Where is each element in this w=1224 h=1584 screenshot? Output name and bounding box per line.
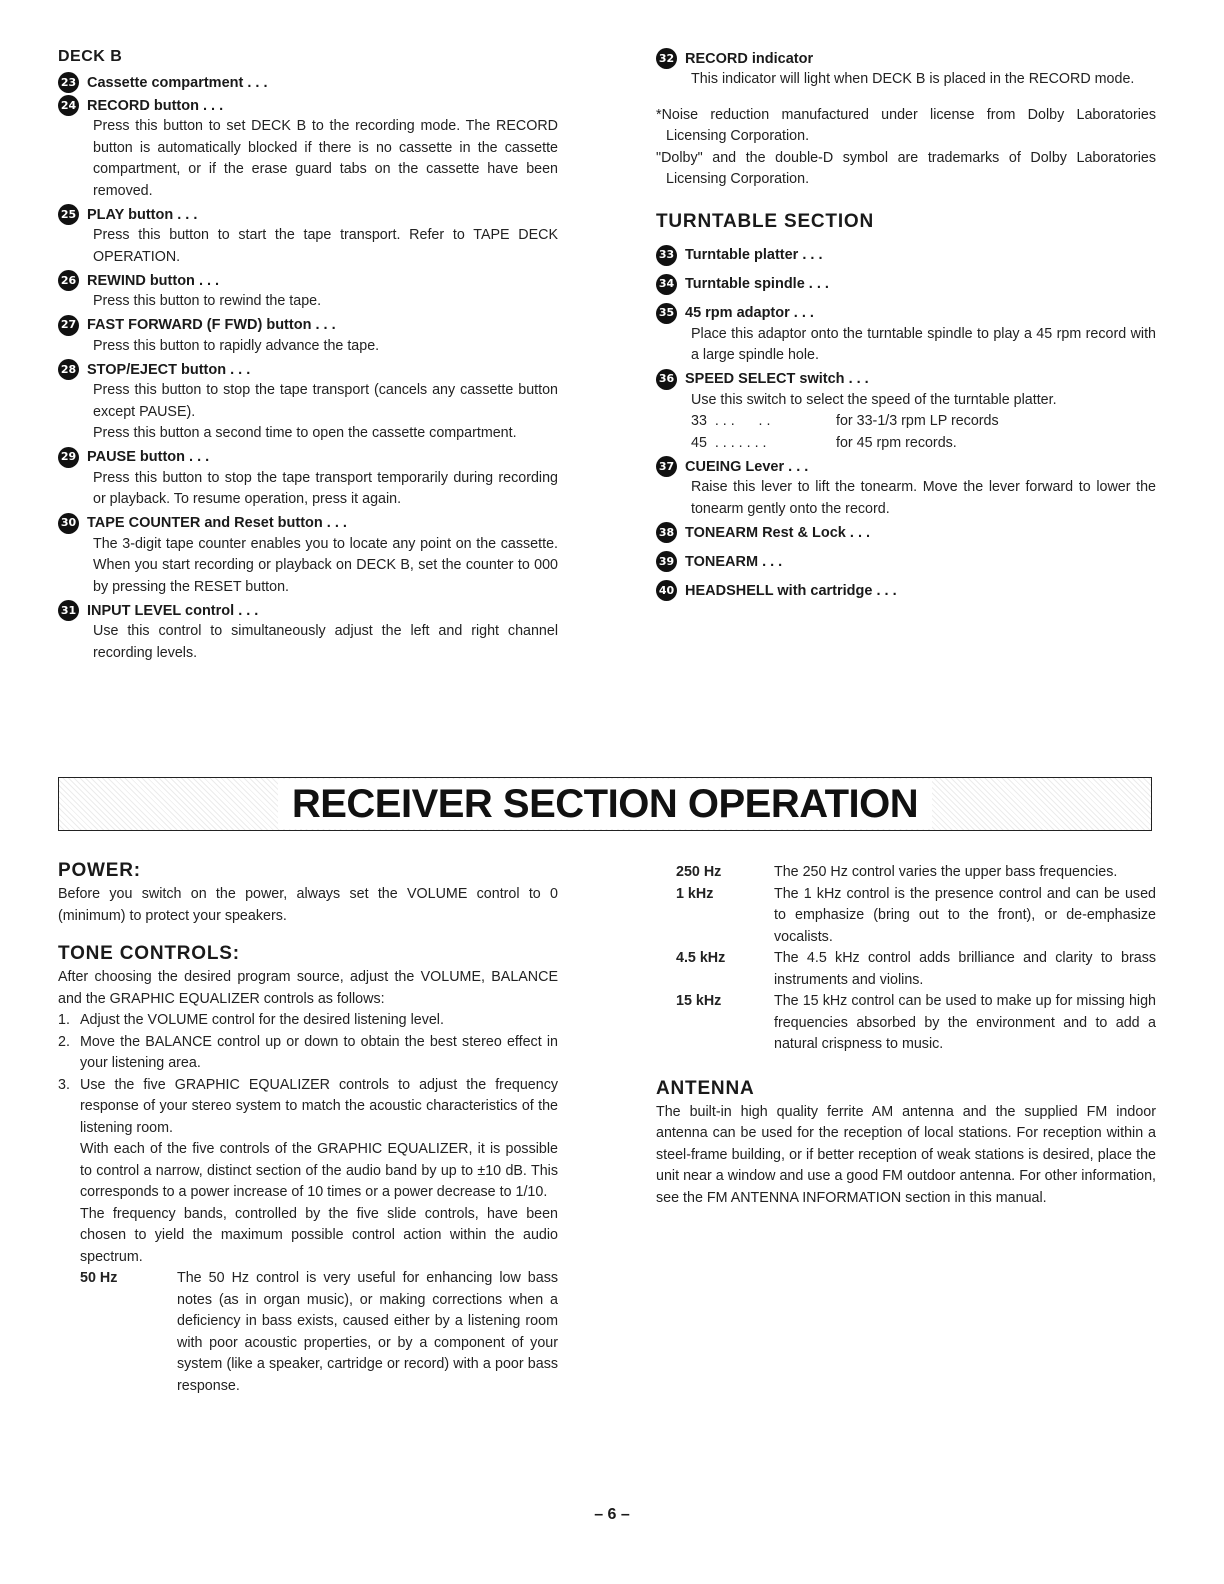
eq-band-1khz <box>656 884 1156 949</box>
band-description: The 4.5 kHz control adds brilliance and clarity to brass instruments and violins. <box>774 950 1156 988</box>
item-description <box>58 468 558 511</box>
description-text: The 3-digit tape counter enables you to locate any point on the cassette. When you start recording or playback on DECK B, set the counter to 000 by pressing the RESET button. <box>93 535 558 595</box>
item-number-badge: 24 <box>58 95 79 116</box>
item-36 <box>656 369 1156 390</box>
item-description <box>58 291 558 313</box>
tone-intro: After choosing the desired program source, adjust the VOLUME, BALANCE and the GRAPHIC EQUALIZER controls as follows: <box>58 969 558 1007</box>
item-description <box>656 69 1156 91</box>
band-frequency: 50 Hz <box>80 1270 118 1286</box>
item-number-badge: 27 <box>58 315 79 336</box>
item-number-badge: 36 <box>656 369 677 390</box>
item-number-badge: 32 <box>656 48 677 69</box>
item-description <box>58 336 558 358</box>
item-title: Turntable spindle . . . <box>685 276 829 292</box>
item-40 <box>656 580 1156 601</box>
speed-row <box>691 411 1156 433</box>
item-34 <box>656 274 1156 295</box>
description-text: Press this button to start the tape transport. Refer to TAPE DECK OPERATION. <box>93 227 558 265</box>
description-text: Use this control to simultaneously adjust the left and right channel recording levels. <box>93 623 558 661</box>
item-number-badge: 25 <box>58 204 79 225</box>
item-description <box>58 225 558 268</box>
list-text: Adjust the VOLUME control for the desired listening level. <box>80 1012 444 1028</box>
item-title: REWIND button . . . <box>87 272 220 289</box>
item-title: SPEED SELECT switch . . . <box>685 371 869 387</box>
description-text: Press this button to rapidly advance the tape. <box>93 337 380 354</box>
item-number-badge: 38 <box>656 522 677 543</box>
item-number-badge: 31 <box>58 600 79 621</box>
description-text: This indicator will light when DECK B is placed in the RECORD mode. <box>691 71 1135 87</box>
item-description <box>58 621 558 664</box>
item-number-badge: 37 <box>656 456 677 477</box>
item-title: TONEARM . . . <box>685 553 783 570</box>
item-title: Turntable platter . . . <box>685 247 823 263</box>
speed-row <box>691 433 1156 455</box>
page-number: – 6 – <box>594 1506 630 1523</box>
item-number-badge: 26 <box>58 270 79 291</box>
item-number-badge: 34 <box>656 274 677 295</box>
description-text: Press this button to rewind the tape. <box>93 293 322 309</box>
item-30 <box>58 513 558 534</box>
eq-band-50hz <box>58 1268 558 1397</box>
item-23 <box>58 72 558 93</box>
list-item <box>58 1075 558 1269</box>
speed-description: for 33-1/3 rpm LP records <box>836 413 999 429</box>
list-number: 3. <box>58 1076 70 1093</box>
list-number: 1. <box>58 1012 70 1028</box>
list-text: Move the BALANCE control up or down to obtain the best stereo effect in your listening area. <box>80 1033 558 1071</box>
description-text: Press this button to stop the tape transport temporarily during recording or playback. To resume operation, press it again. <box>93 469 558 507</box>
power-text: Before you switch on the power, always set the VOLUME control to 0 (minimum) to protect your speakers. <box>58 886 558 924</box>
list-text: With each of the five controls of the GRAPHIC EQUALIZER, it is possible to control a narrow, distinct section of the audio band by up to ±10 dB. This corresponds to a power increase of 10 times or a power decrease to 1/10. <box>80 1141 558 1200</box>
item-38 <box>656 522 1156 543</box>
item-number-badge: 30 <box>58 513 79 534</box>
item-number-badge: 29 <box>58 447 79 468</box>
item-description <box>58 534 558 599</box>
item-description <box>656 390 1156 455</box>
dolby-note-line: "Dolby" and the double-D symbol are trademarks of Dolby Laboratories Licensing Corporation. <box>656 149 1156 187</box>
eq-band-15khz <box>656 991 1156 1056</box>
top-right-column <box>656 46 1156 601</box>
item-title: RECORD indicator <box>685 50 814 67</box>
item-39 <box>656 551 1156 572</box>
deck-b-heading: DECK B <box>58 48 123 65</box>
item-28 <box>58 359 558 380</box>
tone-controls-heading: TONE CONTROLS: <box>58 943 240 964</box>
item-title: INPUT LEVEL control . . . <box>87 602 259 619</box>
description-text: Raise this lever to lift the tonearm. Move the lever forward to lower the tonearm gently onto the record. <box>691 479 1156 517</box>
item-title: PLAY button . . . <box>87 206 198 223</box>
turntable-heading: TURNTABLE SECTION <box>656 210 875 232</box>
band-description: The 250 Hz control varies the upper bass frequencies. <box>774 864 1118 880</box>
list-item <box>58 1032 558 1075</box>
item-description <box>656 324 1156 367</box>
receiver-left-column <box>58 860 558 1397</box>
band-frequency: 4.5 kHz <box>676 950 726 966</box>
list-number: 2. <box>58 1033 70 1050</box>
item-title: FAST FORWARD (F FWD) button . . . <box>87 317 336 333</box>
item-title: TAPE COUNTER and Reset button . . . <box>87 515 347 531</box>
item-33 <box>656 245 1156 266</box>
item-title: 45 rpm adaptor . . . <box>685 305 814 321</box>
item-title: PAUSE button . . . <box>87 449 210 465</box>
band-description: The 1 kHz control is the presence control and can be used to emphasize (bring out to the front), or de-emphasize vocalists. <box>774 885 1156 945</box>
power-heading: POWER: <box>58 860 141 881</box>
eq-band-4-5khz <box>656 948 1156 991</box>
band-description: The 50 Hz control is very useful for enhancing low bass notes (as in organ music), or making corrections when a deficiency in bass exists, caused either by a listening room with poor acoustic properties, or by a component of your system (like a speaker, cartridge or record) with a poor bass response. <box>177 1270 558 1394</box>
item-number-badge: 33 <box>656 245 677 266</box>
item-title: TONEARM Rest & Lock . . . <box>685 524 871 541</box>
item-31 <box>58 600 558 621</box>
item-title: Cassette compartment . . . <box>87 74 268 91</box>
description-text: Press this button to stop the tape transport (cancels any cassette button except PAUSE). <box>93 382 558 420</box>
speed-description: for 45 rpm records. <box>836 434 957 451</box>
band-description: The 15 kHz control can be used to make up for missing high frequencies absorbed by the environment and to add a natural crispness to music. <box>774 993 1156 1052</box>
band-frequency: 250 Hz <box>676 864 722 880</box>
item-number-badge: 40 <box>656 580 677 601</box>
speed-value: 33 . . . . . <box>691 413 771 429</box>
description-text: Press this button a second time to open the cassette compartment. <box>93 425 517 441</box>
item-number-badge: 28 <box>58 359 79 380</box>
item-24 <box>58 95 558 116</box>
item-title: RECORD button . . . <box>87 97 224 114</box>
description-text: Press this button to set DECK B to the recording mode. The RECORD button is automatically blocked if there is no cassette in the cassette compartment, or if the erase guard tabs on the cassette have been removed. <box>93 118 558 199</box>
item-37 <box>656 456 1156 477</box>
item-32 <box>656 48 1156 69</box>
item-35 <box>656 303 1156 324</box>
item-title: HEADSHELL with cartridge . . . <box>685 582 897 599</box>
dolby-note <box>656 105 1156 191</box>
deck-b-section <box>58 46 558 664</box>
eq-band-250hz <box>656 862 1156 884</box>
dolby-note-line: *Noise reduction manufactured under license from Dolby Laboratories Licensing Corporation. <box>656 106 1156 144</box>
item-title: CUEING Lever . . . <box>685 458 809 475</box>
description-text: Use this switch to select the speed of the turntable platter. <box>691 391 1057 408</box>
item-26 <box>58 270 558 291</box>
item-description <box>58 116 558 202</box>
antenna-text: The built-in high quality ferrite AM antenna and the supplied FM indoor antenna can be used for the reception of local stations. For reception within a steel-frame building, or if better reception of weak stations is desired, place the unit near a window and use a good FM outdoor antenna. For other information, see the FM ANTENNA INFORMATION section in this manual. <box>656 1103 1156 1206</box>
speed-value: 45 . . . . . . . <box>691 434 767 451</box>
item-description <box>656 477 1156 520</box>
receiver-right-column <box>656 862 1156 1209</box>
list-text: Use the five GRAPHIC EQUALIZER controls to adjust the frequency response of your stereo system to match the acoustic characteristics of the listening room. <box>80 1076 558 1136</box>
item-number-badge: 35 <box>656 303 677 324</box>
item-25 <box>58 204 558 225</box>
list-text: The frequency bands, controlled by the five slide controls, have been chosen to yield the maximum possible control action within the audio spectrum. <box>80 1205 558 1265</box>
band-frequency: 1 kHz <box>676 885 714 902</box>
band-frequency: 15 kHz <box>676 993 722 1009</box>
section-banner <box>58 777 1152 831</box>
list-item <box>58 1010 558 1032</box>
item-title: STOP/EJECT button . . . <box>87 361 251 378</box>
item-number-badge: 39 <box>656 551 677 572</box>
item-number-badge: 23 <box>58 72 79 93</box>
item-29 <box>58 447 558 468</box>
banner-title: RECEIVER SECTION OPERATION <box>278 779 932 829</box>
antenna-heading: ANTENNA <box>656 1077 755 1099</box>
item-27 <box>58 315 558 336</box>
item-description <box>58 380 558 445</box>
description-text: Place this adaptor onto the turntable spindle to play a 45 rpm record with a large spindle hole. <box>691 325 1156 363</box>
